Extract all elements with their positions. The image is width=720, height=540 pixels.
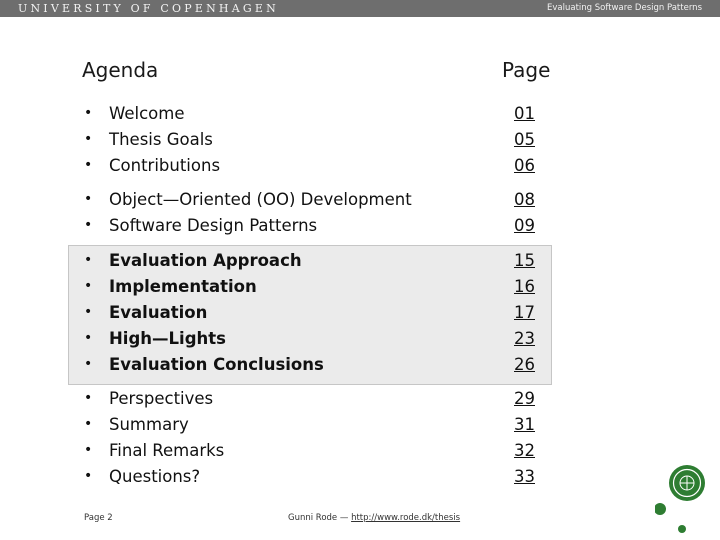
- top-banner: [0, 0, 720, 17]
- agenda-item-label: Evaluation Conclusions: [109, 355, 324, 374]
- agenda-item-label: Questions?: [109, 467, 201, 486]
- bullet-icon: •: [84, 442, 93, 458]
- agenda-row: [0, 189, 720, 215]
- agenda-row-highlighted: [0, 354, 720, 380]
- agenda-item-label: Welcome: [109, 104, 185, 123]
- agenda-row: [0, 466, 720, 492]
- agenda-row-highlighted: [0, 328, 720, 354]
- bullet-icon: •: [84, 468, 93, 484]
- agenda-item-page-link[interactable]: 05: [514, 130, 535, 149]
- agenda-row: [0, 440, 720, 466]
- agenda-item-label: Evaluation: [109, 303, 208, 322]
- bullet-icon: •: [84, 304, 93, 320]
- agenda-row: [0, 215, 720, 241]
- agenda-item-page-link[interactable]: 08: [514, 190, 535, 209]
- agenda-row: [0, 103, 720, 129]
- agenda-item-page-link[interactable]: 26: [514, 355, 535, 374]
- bullet-icon: •: [84, 416, 93, 432]
- agenda-item-label: Object—Oriented (OO) Development: [109, 190, 412, 209]
- bullet-icon: •: [84, 330, 93, 346]
- footer-page-number: Page 2: [84, 513, 113, 523]
- agenda-item-label: Software Design Patterns: [109, 216, 318, 235]
- agenda-item-label: Summary: [109, 415, 189, 434]
- agenda-item-label: Evaluation Approach: [109, 251, 302, 270]
- bullet-icon: •: [84, 105, 93, 121]
- agenda-item-label: Contributions: [109, 156, 221, 175]
- agenda-row: [0, 129, 720, 155]
- footer-credit: [288, 513, 460, 523]
- agenda-item-page-link[interactable]: 06: [514, 156, 535, 175]
- agenda-heading: Agenda: [82, 58, 159, 82]
- agenda-item-page-link[interactable]: 01: [514, 104, 535, 123]
- agenda-item-label: Perspectives: [109, 389, 214, 408]
- bullet-icon: •: [84, 191, 93, 207]
- agenda-item-label: Implementation: [109, 277, 257, 296]
- agenda-row-highlighted: [0, 250, 720, 276]
- agenda-item-page-link[interactable]: 29: [514, 389, 535, 408]
- agenda-item-page-link[interactable]: 17: [514, 303, 535, 322]
- page-column-heading: Page: [502, 58, 551, 82]
- agenda-row: [0, 414, 720, 440]
- agenda-row-highlighted: [0, 302, 720, 328]
- agenda-item-page-link[interactable]: 32: [514, 441, 535, 460]
- footer-url-link[interactable]: http://www.rode.dk/thesis: [351, 513, 461, 523]
- bullet-icon: •: [84, 157, 93, 173]
- agenda-item-page-link[interactable]: 09: [514, 216, 535, 235]
- agenda-item-label: Final Remarks: [109, 441, 225, 460]
- bullet-icon: •: [84, 390, 93, 406]
- university-seal-icon: [655, 463, 705, 533]
- footer-author: Gunni Rode —: [288, 513, 352, 523]
- agenda-row: [0, 388, 720, 414]
- presentation-title: Evaluating Software Design Patterns: [547, 3, 702, 13]
- bullet-icon: •: [84, 217, 93, 233]
- agenda-item-page-link[interactable]: 15: [514, 251, 535, 270]
- agenda-item-page-link[interactable]: 31: [514, 415, 535, 434]
- bullet-icon: •: [84, 252, 93, 268]
- university-name: UNIVERSITY OF COPENHAGEN: [18, 2, 279, 15]
- agenda-row-highlighted: [0, 276, 720, 302]
- bullet-icon: •: [84, 278, 93, 294]
- agenda-item-page-link[interactable]: 16: [514, 277, 535, 296]
- bullet-icon: •: [84, 356, 93, 372]
- agenda-row: [0, 155, 720, 181]
- agenda-item-label: Thesis Goals: [109, 130, 213, 149]
- agenda-item-label: High—Lights: [109, 329, 226, 348]
- agenda-item-page-link[interactable]: 33: [514, 467, 535, 486]
- bullet-icon: •: [84, 131, 93, 147]
- agenda-item-page-link[interactable]: 23: [514, 329, 535, 348]
